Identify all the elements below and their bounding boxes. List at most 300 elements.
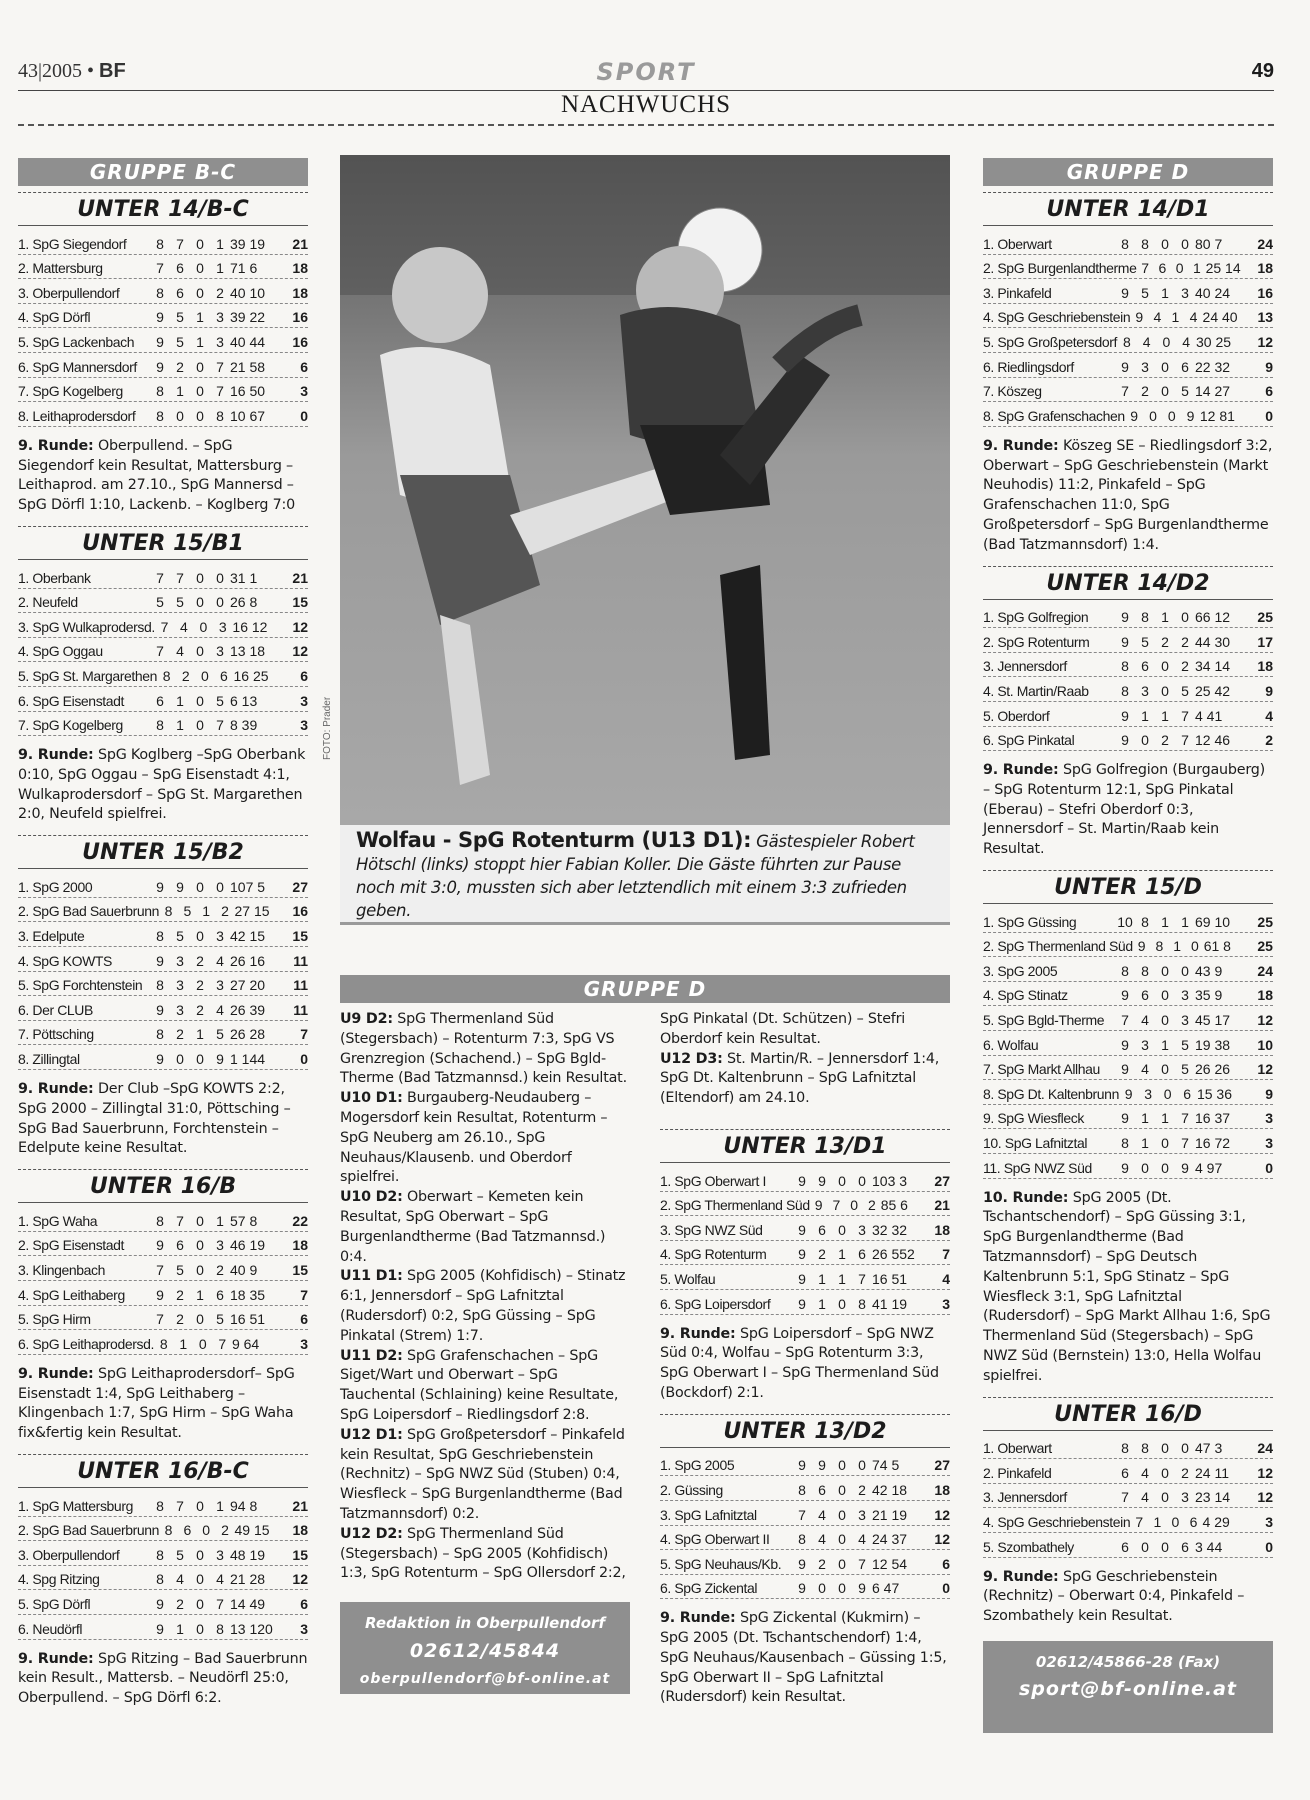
losses: 2	[1181, 633, 1189, 650]
table-row	[18, 564, 308, 589]
points: 25	[1257, 913, 1273, 930]
points: 0	[300, 1051, 308, 1068]
goal-ratio: 39 22	[230, 309, 266, 326]
draws: 1	[196, 333, 204, 350]
points: 21	[292, 569, 308, 586]
wins: 0	[818, 1580, 826, 1597]
team-name: 7. Köszeg	[983, 383, 1042, 400]
league-title: UNTER 15/B1	[18, 526, 308, 560]
table-row	[983, 908, 1273, 933]
points: 6	[300, 667, 309, 684]
draws: 0	[1161, 987, 1169, 1004]
wins: 7	[176, 569, 184, 586]
draws: 0	[1161, 1538, 1169, 1555]
round-results	[983, 1189, 1273, 1387]
goal-ratio: 12 54	[872, 1555, 908, 1572]
games-played: 8	[156, 235, 164, 252]
losses: 3	[216, 643, 224, 660]
wins: 0	[176, 1051, 184, 1068]
points: 6	[300, 358, 308, 375]
result-paragraph	[340, 1426, 630, 1525]
draws: 0	[196, 1620, 204, 1637]
team-name: 2. SpG Eisenstadt	[18, 1237, 125, 1254]
wins: 2	[181, 667, 190, 684]
team-name: 5. Oberdorf	[983, 707, 1050, 724]
table-row	[983, 230, 1273, 255]
losses: 0	[1181, 962, 1189, 979]
team-name: 3. Oberpullendorf	[18, 284, 120, 301]
points: 21	[934, 1197, 950, 1214]
draws: 0	[196, 643, 204, 660]
league-title: UNTER 13/D2	[660, 1414, 950, 1448]
wins: 3	[176, 1001, 184, 1018]
draws: 0	[198, 1335, 207, 1352]
team-name: 3. SpG Wulkaprodersd.	[18, 618, 155, 635]
league-label: U11 D2:	[340, 1347, 403, 1364]
goal-ratio: 26 16	[230, 952, 266, 969]
losses: 2	[1181, 1464, 1189, 1481]
draws: 0	[838, 1580, 846, 1597]
table-row	[983, 1080, 1273, 1105]
draws: 0	[1163, 1085, 1172, 1102]
draws: 0	[838, 1221, 846, 1238]
points: 0	[942, 1580, 950, 1597]
caption-headline: Wolfau - SpG Rotenturm (U13 D1):	[356, 828, 752, 852]
games-played: 8	[798, 1481, 806, 1498]
round-label: 9. Runde:	[18, 747, 94, 764]
draws: 0	[196, 284, 204, 301]
team-name: 5. SpG Neuhaus/Kb.	[660, 1555, 782, 1572]
draws: 0	[196, 1212, 204, 1229]
team-name: 4. St. Martin/Raab	[983, 682, 1089, 699]
draws: 0	[196, 1546, 204, 1563]
table-row	[983, 1533, 1273, 1558]
points: 18	[934, 1221, 950, 1238]
league-title: UNTER 16/B-C	[18, 1454, 308, 1488]
draws: 1	[1161, 707, 1169, 724]
losses: 3	[1181, 987, 1189, 1004]
losses: 4	[216, 952, 224, 969]
games-played: 6	[156, 692, 164, 709]
goal-ratio: 66 12	[1195, 609, 1231, 626]
draws: 0	[1161, 1061, 1169, 1078]
team-name: 8. Leithaprodersdorf	[18, 407, 136, 424]
round-results	[18, 437, 308, 516]
draws: 0	[850, 1197, 858, 1214]
draws: 0	[1161, 1464, 1169, 1481]
points: 13	[1257, 309, 1274, 326]
goal-ratio: 16 25	[233, 667, 269, 684]
games-played: 7	[156, 643, 164, 660]
table-row	[983, 1435, 1273, 1460]
result-text: SpG Großpetersdorf – Pinkafeld kein Resultat, SpG Geschriebenstein (Rechnitz) – SpG NWZ Süd (Stuben) 0:4, Wiesfleck – SpG Burgenlandtherme (Bad Tatzmannsdorf) 0:2.	[340, 1426, 625, 1522]
games-played: 9	[156, 1286, 164, 1303]
wins: 8	[1141, 1440, 1149, 1457]
losses: 0	[858, 1172, 866, 1189]
draws: 0	[1161, 383, 1169, 400]
subsection-title: NACHWUCHS	[560, 91, 732, 118]
points: 12	[292, 618, 309, 635]
league-title: UNTER 15/B2	[18, 835, 308, 869]
wins: 4	[176, 1571, 184, 1588]
photo-image	[340, 155, 950, 825]
games-played: 6	[1121, 1464, 1129, 1481]
wins: 5	[1141, 633, 1149, 650]
round-text: SpG 2005 (Dt. Tschantschendorf) – SpG Güssing 3:1, SpG Burgenlandtherme (Bad Tatzmannsdorf) – SpG Deutsch Kaltenbrunn 5:1, SpG Stinatz – SpG Wiesfleck 3:1, SpG Lafnitztal (Rudersdorf) – SpG Markt Allhau 1:6, SpG Thermenland Süd (Stegersbach) – SpG NWZ Süd (Bernstein) 13:0, Hella Wolfau spielfrei.	[983, 1189, 1271, 1384]
points: 7	[300, 1026, 308, 1043]
draws: 0	[1161, 1135, 1169, 1152]
goal-ratio: 40 24	[1195, 284, 1231, 301]
points: 25	[1257, 938, 1273, 955]
wins: 5	[176, 333, 184, 350]
round-text: SpG Zickental (Kukmirn) – SpG 2005 (Dt. Tschantschendorf) 1:4, SpG Neuhaus/Kausenbach – Güssing 1:5, SpG Oberwart II – SpG Lafnitztal (Rudersdorf) kein Resultat.	[660, 1610, 947, 1706]
table-row	[18, 1207, 308, 1232]
match-photo	[340, 155, 950, 825]
goal-ratio: 16 72	[1195, 1135, 1231, 1152]
losses: 5	[216, 692, 224, 709]
table-row	[660, 1265, 950, 1290]
wins: 1	[176, 1620, 184, 1637]
contact-line: sport@bf-online.at	[1019, 1677, 1237, 1700]
games-played: 9	[1121, 1036, 1129, 1053]
games-played: 8	[1121, 682, 1129, 699]
goal-ratio: 42 15	[230, 928, 266, 945]
draws: 1	[1161, 609, 1169, 626]
wins: 2	[818, 1555, 826, 1572]
losses: 2	[1181, 658, 1189, 675]
goal-ratio: 14 49	[230, 1595, 266, 1612]
losses: 0	[858, 1457, 866, 1474]
losses: 3	[216, 1237, 224, 1254]
wins: 8	[1141, 609, 1149, 626]
wins: 8	[1141, 235, 1149, 252]
team-name: 8. SpG Dt. Kaltenbrunn	[983, 1085, 1119, 1102]
page-number: 49	[1251, 60, 1274, 82]
draws: 1	[202, 903, 211, 920]
goal-ratio: 18 35	[230, 1286, 266, 1303]
table-row	[983, 1484, 1273, 1509]
wins: 6	[1141, 987, 1149, 1004]
league-label: U9 D2:	[340, 1011, 393, 1027]
wins: 4	[180, 618, 188, 635]
round-results	[18, 1365, 308, 1444]
table-row	[660, 1192, 950, 1217]
games-played: 9	[1121, 284, 1129, 301]
team-name: 4. SpG Rotenturm	[660, 1246, 767, 1263]
draws: 0	[196, 260, 204, 277]
team-name: 8. SpG Grafenschachen	[983, 407, 1125, 424]
goal-ratio: 40 44	[230, 333, 266, 350]
draws: 0	[1161, 358, 1169, 375]
team-name: 6. Wolfau	[983, 1036, 1039, 1053]
wins: 1	[818, 1295, 826, 1312]
losses: 3	[858, 1506, 866, 1523]
result-paragraph	[660, 1010, 950, 1050]
losses: 1	[216, 235, 224, 252]
team-name: 4. SpG Leithaberg	[18, 1286, 125, 1303]
games-played: 9	[1121, 358, 1129, 375]
points: 0	[1265, 407, 1274, 424]
wins: 1	[1141, 1135, 1149, 1152]
games-played: 9	[798, 1295, 806, 1312]
goal-ratio: 6 47	[872, 1580, 900, 1597]
points: 10	[1257, 1036, 1273, 1053]
losses: 3	[1181, 1012, 1189, 1029]
points: 3	[300, 1335, 309, 1352]
wins: 3	[1141, 358, 1149, 375]
games-played: 8	[156, 1571, 164, 1588]
losses: 6	[1189, 1513, 1198, 1530]
games-played: 8	[162, 667, 171, 684]
table-row	[660, 1476, 950, 1501]
round-results	[983, 437, 1273, 556]
round-text: SpG Leithaprodersdorf– SpG Eisenstadt 1:4, SpG Leithaberg – Klingenbach 1:7, SpG Hirm – SpG Waha fix&fertig kein Resultat.	[18, 1365, 295, 1442]
draws: 0	[1161, 1440, 1169, 1457]
wins: 3	[176, 977, 184, 994]
wins: 4	[818, 1531, 826, 1548]
league-title: UNTER 14/D2	[983, 566, 1273, 600]
table-row	[983, 957, 1273, 982]
points: 12	[1257, 1464, 1273, 1481]
losses: 0	[1181, 235, 1189, 252]
table-row	[18, 873, 308, 898]
points: 12	[934, 1531, 950, 1548]
games-played: 9	[1121, 707, 1129, 724]
losses: 2	[867, 1197, 876, 1214]
team-name: 7. SpG Markt Allhau	[983, 1061, 1100, 1078]
team-name: 6. SpG Eisenstadt	[18, 692, 125, 709]
table-row	[983, 677, 1273, 702]
table-row	[18, 947, 308, 972]
games-played: 8	[1122, 333, 1131, 350]
round-label: 9. Runde:	[660, 1325, 736, 1342]
wins: 8	[1141, 913, 1149, 930]
points: 18	[934, 1481, 950, 1498]
draws: 0	[200, 667, 209, 684]
wins: 6	[176, 260, 184, 277]
goal-ratio: 24 11	[1195, 1464, 1229, 1481]
goal-ratio: 39 19	[230, 235, 266, 252]
result-paragraph	[340, 1010, 630, 1089]
team-name: 7. SpG Kogelberg	[18, 717, 123, 734]
losses: 2	[216, 1262, 224, 1278]
table-row	[18, 898, 308, 923]
table-row	[983, 1031, 1273, 1056]
wins: 3	[176, 952, 184, 969]
wins: 0	[176, 407, 184, 424]
team-name: 2. Neufeld	[18, 594, 78, 611]
losses: 4	[858, 1531, 866, 1548]
draws: 0	[196, 1571, 204, 1588]
goal-ratio: 4 97	[1195, 1159, 1223, 1176]
wins: 6	[818, 1481, 826, 1498]
goal-ratio: 48 19	[230, 1546, 266, 1563]
points: 21	[292, 1497, 308, 1514]
table-row	[660, 1575, 950, 1600]
round-results	[983, 761, 1273, 860]
draws: 0	[838, 1555, 846, 1572]
losses: 8	[216, 1620, 224, 1637]
losses: 1	[216, 260, 224, 277]
wins: 2	[818, 1246, 826, 1263]
contact-line: 02612/45844	[409, 1640, 561, 1663]
draws: 0	[196, 594, 204, 611]
goal-ratio: 44 30	[1195, 633, 1231, 650]
points: 12	[1257, 1061, 1273, 1078]
table-row	[18, 1517, 308, 1542]
team-name: 3. SpG NWZ Süd	[660, 1221, 763, 1238]
goal-ratio: 24 37	[872, 1531, 908, 1548]
wins: 1	[1141, 707, 1149, 724]
points: 3	[300, 717, 308, 734]
table-row	[18, 255, 308, 280]
team-name: 8. Zillingtal	[18, 1051, 80, 1068]
column-gruppe-b-c	[18, 158, 308, 1709]
round-label: 9. Runde:	[983, 437, 1059, 454]
goal-ratio: 103 3	[872, 1172, 908, 1189]
losses: 0	[1181, 1440, 1189, 1457]
wins: 5	[176, 309, 184, 326]
table-row	[983, 933, 1273, 958]
table-row	[983, 1056, 1273, 1081]
team-name: 3. Pinkafeld	[983, 284, 1052, 301]
goal-ratio: 10 67	[230, 407, 266, 424]
table-row	[18, 353, 308, 378]
points: 15	[292, 1262, 308, 1278]
result-text: SpG Pinkatal (Dt. Schützen) – Stefri Oberdorf kein Resultat.	[660, 1011, 906, 1047]
table-row	[18, 279, 308, 304]
points: 3	[300, 383, 308, 400]
draws: 0	[838, 1531, 846, 1548]
goal-ratio: 31 1	[230, 569, 258, 586]
league-title: UNTER 14/D1	[983, 192, 1273, 226]
losses: 3	[1181, 1489, 1189, 1506]
goal-ratio: 43 9	[1195, 962, 1223, 979]
wins: 9	[176, 878, 184, 895]
wins: 2	[1141, 383, 1149, 400]
losses: 3	[216, 309, 224, 326]
points: 12	[1257, 1489, 1273, 1506]
losses: 7	[218, 1335, 227, 1352]
wins: 5	[183, 903, 192, 920]
draws: 0	[1171, 1513, 1180, 1530]
team-name: 6. Der CLUB	[18, 1001, 93, 1018]
wins: 1	[1153, 1513, 1162, 1530]
team-name: 2. SpG Burgenlandtherme	[983, 260, 1137, 277]
games-played: 9	[156, 333, 164, 350]
team-name: 5. Wolfau	[660, 1270, 716, 1287]
draws: 0	[196, 235, 204, 252]
goal-ratio: 25 42	[1195, 682, 1231, 699]
wins: 6	[183, 1522, 192, 1539]
games-played: 8	[156, 407, 164, 424]
table-row	[983, 727, 1273, 752]
games-played: 8	[1121, 658, 1129, 675]
games-played: 8	[1121, 1135, 1129, 1152]
draws: 1	[1161, 284, 1169, 301]
losses: 0	[1190, 938, 1199, 955]
wins: 5	[176, 594, 184, 611]
result-paragraph	[340, 1188, 630, 1267]
wins: 7	[176, 1212, 184, 1229]
points: 6	[300, 1311, 308, 1328]
goal-ratio: 4 29	[1202, 1513, 1230, 1530]
losses: 2	[216, 284, 224, 301]
table-row	[18, 1232, 308, 1257]
round-text: SpG Geschriebenstein (Rechnitz) – Oberwart 0:4, Pinkafeld – Szombathely kein Resultat.	[983, 1568, 1245, 1625]
team-name: 6. SpG Loipersdorf	[660, 1295, 771, 1312]
points: 11	[293, 1001, 308, 1018]
losses: 4	[216, 1001, 224, 1018]
draws: 0	[838, 1172, 846, 1189]
goal-ratio: 46 19	[230, 1237, 266, 1254]
draws: 0	[196, 878, 204, 895]
points: 12	[934, 1506, 950, 1523]
table-row	[983, 604, 1273, 629]
games-played: 9	[156, 1001, 164, 1018]
team-name: 4. SpG KOWTS	[18, 952, 112, 969]
table-row	[18, 613, 308, 638]
team-name: 4. SpG Geschriebenstein	[983, 1513, 1131, 1530]
contact-line: Redaktion in Oberpullendorf	[365, 1614, 605, 1633]
result-paragraph	[340, 1267, 630, 1346]
result-text: St. Martin/R. – Jennersdorf 1:4, SpG Dt. Kaltenbrunn – SpG Lafnitztal (Eltendorf) am 24.10.	[660, 1050, 940, 1107]
games-played: 9	[1121, 1159, 1129, 1176]
round-results	[660, 1609, 950, 1708]
games-played: 8	[1121, 962, 1129, 979]
goal-ratio: 26 39	[230, 1001, 266, 1018]
team-name: 1. Oberbank	[18, 569, 91, 586]
goal-ratio: 35 9	[1195, 987, 1223, 1004]
caption-text: Gästespieler Robert Hötschl (links) stoppt hier Fabian Koller. Die Gäste führten zur Pause noch mit 3:0, mussten sich aber letztendlich mit einem 3:3 zufrieden geben.	[356, 832, 915, 920]
losses: 9	[1181, 1159, 1189, 1176]
draws: 0	[202, 1522, 211, 1539]
team-name: 1. Oberwart	[983, 235, 1052, 252]
games-played: 7	[160, 618, 169, 635]
goal-ratio: 69 10	[1195, 913, 1231, 930]
wins: 2	[176, 1311, 184, 1328]
team-name: 3. Klingenbach	[18, 1262, 106, 1278]
team-name: 1. SpG Waha	[18, 1212, 98, 1229]
goal-ratio: 80 7	[1195, 235, 1223, 252]
games-played: 8	[1121, 235, 1129, 252]
team-name: 2. SpG Thermenland Süd	[983, 938, 1133, 955]
round-text: SpG Golfregion (Burgauberg) – SpG Rotenturm 12:1, SpG Pinkatal (Eberau) – Stefri Oberdorf 0:3, Jennersdorf – St. Martin/Raab kein Resultat.	[983, 762, 1266, 858]
league-title: UNTER 14/B-C	[18, 192, 308, 226]
team-name: 1. Oberwart	[983, 1440, 1052, 1457]
league-label: U12 D3:	[660, 1050, 723, 1067]
wins: 3	[1141, 682, 1149, 699]
team-name: 5. SpG St. Margarethen	[18, 667, 158, 684]
round-results	[18, 746, 308, 825]
result-text: SpG Thermenland Süd (Stegersbach) – Rotenturm 7:3, SpG VS Grenzregion (Schachend.) – SpG Bgld-Therme (Bad Tatzmannsd.) kein Resultat.	[340, 1011, 627, 1087]
team-name: 6. SpG Pinkatal	[983, 732, 1075, 749]
draws: 1	[196, 1026, 204, 1043]
photo-credit: FOTO: Prader	[322, 696, 333, 760]
draws: 1	[838, 1270, 846, 1287]
points: 2	[1265, 732, 1273, 749]
table-row	[18, 638, 308, 663]
games-played: 9	[798, 1270, 806, 1287]
losses: 7	[858, 1270, 866, 1287]
table-row	[18, 589, 308, 614]
goal-ratio: 71 6	[230, 260, 258, 277]
losses: 6	[1183, 1085, 1192, 1102]
table-row	[983, 982, 1273, 1007]
losses: 6	[216, 1286, 224, 1303]
table-row	[18, 1281, 308, 1306]
goal-ratio: 74 5	[872, 1457, 900, 1474]
